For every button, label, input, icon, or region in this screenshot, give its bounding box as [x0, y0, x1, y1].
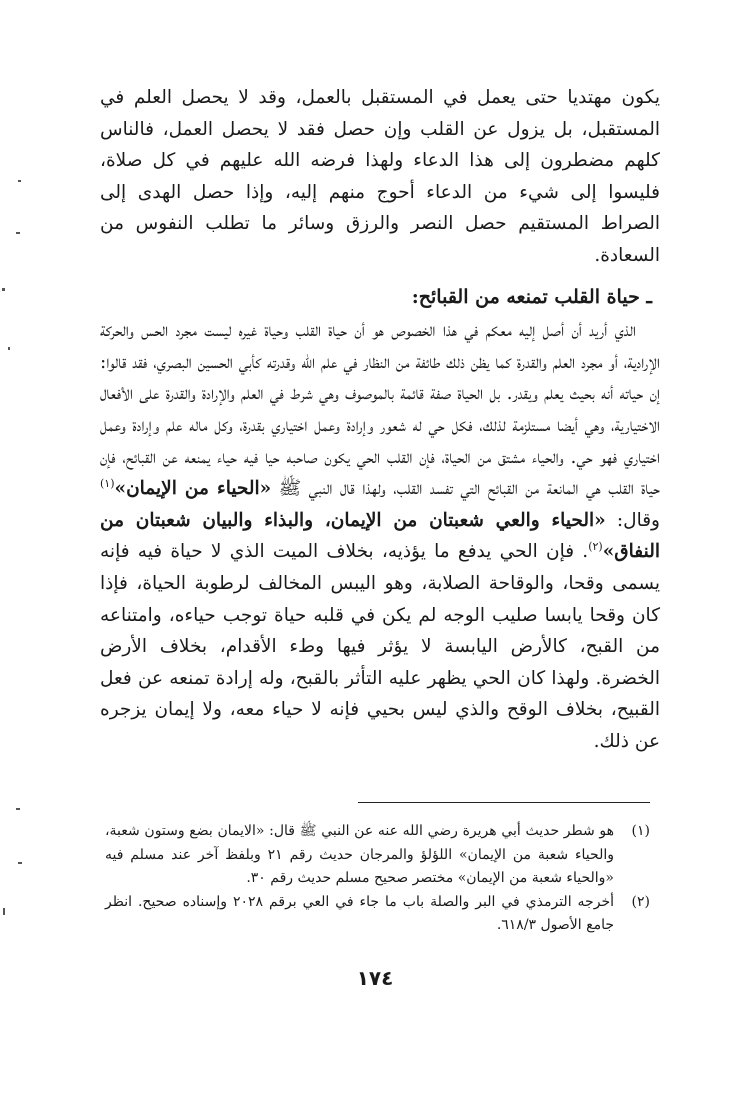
section-heading: ـ حياة القلب تمنعه من القبائح: — [411, 285, 652, 308]
footnote-ref-2[interactable]: (٢) — [588, 540, 603, 554]
paragraph-2-part1: الذي أريد أن أصل إليه معكم في هذا الخصوص هو أن حياة القلب وحياة غيره ليست مجرد الحس والحركة الإرادية، أو مجرد العلم والقدرة كما يظن ذلك طائفة من النظار في علم الله وقدرته كأبي الحسين البصري، فقد قالوا: إن حياته أنه بحيث يعلم ويقدر. بل الحياة صفة قائمة بالموصوف وهي شرط في العلم والإرادة والقدرة على الأفعال الاختيارية، وهي أيضا مستلزمة لذلك، فكل حي له شعور وإرادة وعمل اختياري بقدرة، وكل ماله علم وإرادة وعمل اختياري فهو حي. والحياء مشتق من الحياة، فإن القلب الحي يكون صاحبه حيا فيه حياء يمنعه عن القبائح، فإن حياة القلب هي المانعة من القبائح التي تفسد القلب، ولهذا قال النبي ﷺ — [100, 320, 660, 500]
paragraph-2-part3: . فإن الحي يدفع ما يؤذيه، بخلاف الميت الذي لا حياة فيه فإنه يسمى وقحا، والوقاحة الصلابة، وهو اليبس المخالف لرطوبة الحياة، فإذا كان وقحا يابسا صليب الوجه لم يكن في قلبه حياة توجب حياءه، وامتناعه من القبح، كالأرض اليابسة لا يؤثر فيها وطء الأقدام، بخلاف الأرض الخضرة. ولهذا كان الحي يظهر عليه التأثر بالقبح، وله إرادة تمنعه عن فعل القبيح، بخلاف الوقح والذي ليس بحيي فإنه لا حياء معه، ولا إيمان يزجره عن ذلك. — [100, 541, 660, 752]
footnote-number: (١) — [631, 823, 650, 839]
scan-mark — [16, 808, 20, 810]
scan-mark — [3, 908, 5, 915]
scan-mark — [18, 180, 21, 182]
footnote-text: هو شطر حديث أبي هريرة رضي الله عنه عن النبي ﷺ قال: «الايمان بضع وستون شعبة، والحياء شعبة من الإيمان» اللؤلؤ والمرجان حديث رقم ٢١ وبلفظ آخر عند مسلم فيه «والحياء شعبة من الإيمان» مختصر صحيح مسلم حديث رقم ٣٠. — [105, 823, 614, 886]
scan-mark — [18, 862, 22, 864]
main-text — [100, 82, 660, 757]
hadith-quote-1: «الحياء من الإيمان» — [114, 478, 272, 500]
footnote-number: (٢) — [631, 893, 650, 910]
scan-mark — [16, 232, 20, 234]
footnote-divider — [358, 802, 650, 803]
paragraph-2-part2: وقال: — [616, 509, 660, 531]
page-number: ١٧٤ — [356, 966, 394, 990]
hadith-quote-2: «الحياء والعي شعبتان من الإيمان، والبذاء والبيان شعبتان من النفاق» — [100, 509, 660, 563]
scan-mark — [8, 347, 10, 350]
scan-mark — [2, 288, 5, 291]
footnote-1 — [105, 820, 650, 891]
footnotes — [105, 820, 650, 938]
footnote-ref-1[interactable]: (١) — [100, 476, 115, 490]
footnote-2 — [105, 891, 650, 938]
footnote-text: أخرجه الترمذي في البر والصلة باب ما جاء في العي برقم ٢٠٢٨ وإسناده صحيح. انظر جامع الأصول ٦١٨/٣. — [105, 893, 614, 933]
paragraph-2 — [100, 315, 660, 757]
paragraph-1: يكون مهتديا حتى يعمل في المستقبل بالعمل، وقد لا يحصل العلم في المستقبل، بل يزول عن القلب وإن حصل فقد لا يحصل العمل، فالناس كلهم مضطرون إلى هذا الدعاء ولهذا فرضه الله عليهم في كل صلاة، فليسوا إلى شيء من الدعاء أحوج منهم إليه، وإذا حصل الهدى إلى الصراط المستقيم حصل النصر والرزق وسائر ما تطلب النفوس من السعادة. — [100, 87, 660, 266]
